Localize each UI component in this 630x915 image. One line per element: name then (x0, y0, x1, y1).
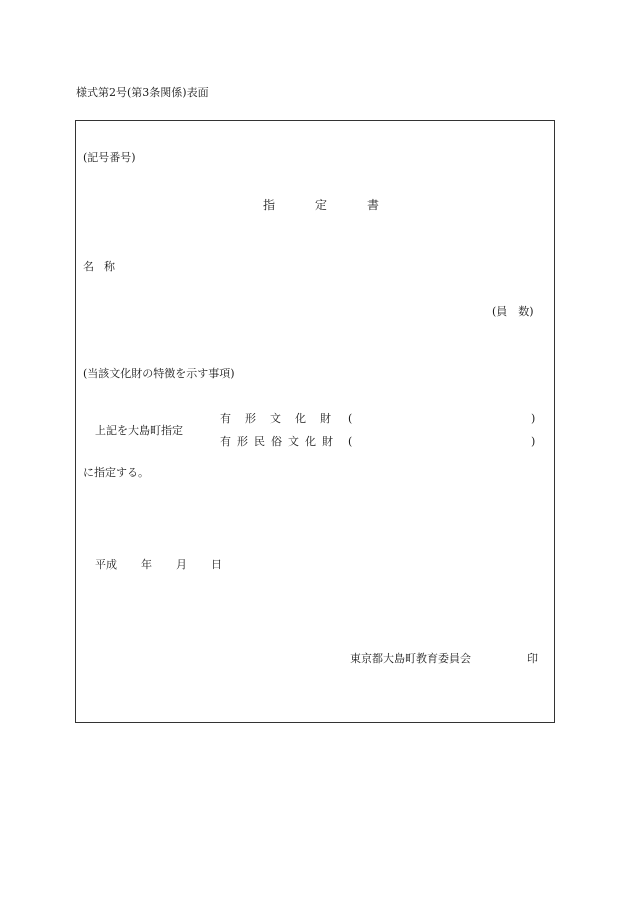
designation-suffix: に指定する。 (83, 466, 149, 479)
issuer-name: 東京都大島町教育委員会 (350, 652, 471, 665)
form-number: 様式第2号(第3条関係)表面 (76, 86, 209, 99)
folk-cultural-property-label: 有形民俗文化財 (220, 435, 339, 448)
record-number-label: (記号番号) (83, 151, 136, 164)
date-year: 年 (141, 558, 152, 571)
document-title (263, 199, 379, 211)
open-paren: ( (348, 412, 353, 425)
member-count-label: (員 数) (492, 305, 534, 318)
date-month: 月 (176, 558, 187, 571)
close-paren: ) (531, 412, 536, 425)
folk-cultural-property-row (220, 436, 540, 448)
title-char-3: 書 (367, 198, 380, 212)
close-paren: ) (531, 435, 536, 448)
designation-prefix: 上記を大島町指定 (95, 424, 183, 437)
seal-mark: 印 (527, 652, 538, 665)
tangible-cultural-property-label: 有形文化財 (220, 412, 345, 425)
feature-description-label: (当該文化財の特徴を示す事項) (83, 367, 235, 380)
date-era: 平成 (95, 558, 117, 571)
date-line (95, 559, 222, 570)
name-label: 名称 (83, 260, 125, 273)
title-char-1: 指 (263, 198, 276, 212)
open-paren: ( (348, 435, 353, 448)
date-day: 日 (211, 558, 222, 571)
tangible-cultural-property-row (220, 413, 540, 425)
title-char-2: 定 (315, 198, 328, 212)
